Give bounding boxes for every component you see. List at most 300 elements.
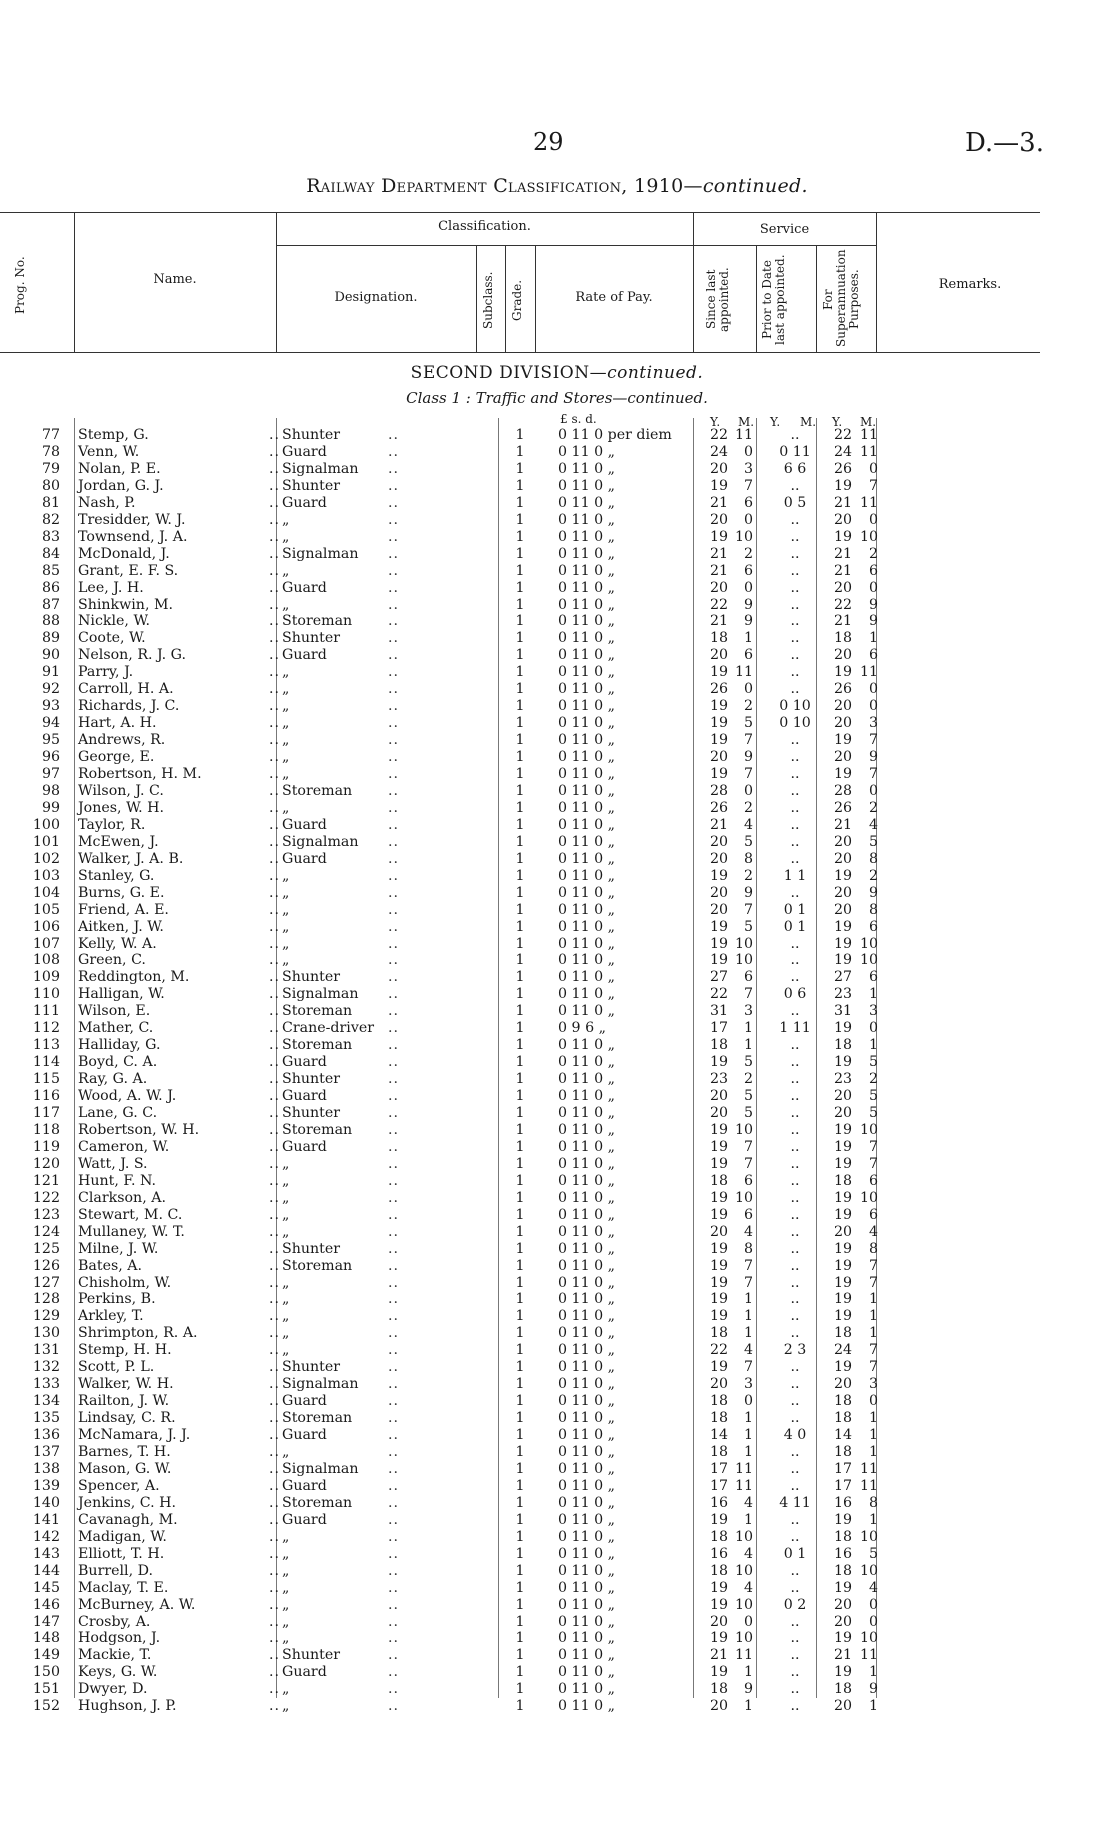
row-since-months: 9 [743, 884, 753, 901]
row-total-months: 11 [859, 443, 878, 460]
row-since-years: 26 [709, 799, 728, 816]
row-name: Robertson, W. H. [78, 1121, 200, 1138]
designation-leader-dots: .. [388, 1121, 400, 1138]
row-total-years: 21 [833, 562, 852, 579]
row-since-years: 17 [709, 1477, 728, 1494]
row-designation: Shunter [282, 477, 341, 494]
division-continued: continued. [607, 363, 704, 383]
row-grade: 1 [515, 613, 525, 630]
row-prior-service: .. [790, 952, 800, 969]
row-rate-of-pay: 0 11 0 „ [558, 1037, 615, 1054]
row-number: 107 [32, 935, 60, 952]
row-total-years: 17 [833, 1477, 852, 1494]
row-rate-of-pay: 0 11 0 „ [558, 918, 615, 935]
row-leader-dots: .. [268, 1138, 280, 1155]
row-since-months: 11 [734, 1647, 753, 1664]
row-leader-dots: .. [268, 1596, 280, 1613]
row-name: Lee, J. H. [78, 579, 144, 596]
table-row [0, 1698, 1114, 1715]
row-name: Cameron, W. [78, 1138, 170, 1155]
row-total-years: 20 [833, 1596, 852, 1613]
designation-leader-dots: .. [388, 935, 400, 952]
row-number: 85 [41, 562, 60, 579]
designation-leader-dots: .. [388, 1613, 400, 1630]
row-designation: „ [282, 884, 290, 901]
row-rate-of-pay: 0 11 0 „ [558, 1647, 615, 1664]
designation-leader-dots: .. [388, 1664, 400, 1681]
row-since-years: 22 [709, 427, 728, 443]
row-number: 79 [41, 460, 60, 477]
row-total-years: 19 [833, 1274, 852, 1291]
row-prior-service: .. [790, 1121, 800, 1138]
row-leader-dots: .. [268, 1037, 280, 1054]
table-row [0, 1410, 1114, 1427]
row-designation: Guard [282, 850, 327, 867]
row-grade: 1 [515, 782, 525, 799]
row-grade: 1 [515, 952, 525, 969]
row-since-years: 24 [709, 443, 728, 460]
table-row [0, 1325, 1114, 1342]
row-number: 115 [32, 1071, 60, 1088]
row-total-years: 26 [833, 460, 852, 477]
row-grade: 1 [515, 1240, 525, 1257]
row-rate-of-pay: 0 11 0 „ [558, 867, 615, 884]
row-designation: Guard [282, 579, 327, 596]
row-since-months: 1 [743, 1444, 753, 1460]
row-total-years: 19 [833, 477, 852, 494]
designation-leader-dots: .. [388, 427, 400, 443]
row-since-months: 4 [743, 1342, 753, 1359]
row-prior-service: 1 1 [783, 867, 807, 884]
row-total-months: 3 [868, 1003, 878, 1020]
table-row [0, 1495, 1114, 1512]
table-row [0, 444, 1114, 461]
table-row [0, 1139, 1114, 1156]
row-designation: Signalman [282, 545, 359, 562]
row-leader-dots: .. [268, 1579, 280, 1596]
row-designation: „ [282, 1596, 290, 1613]
row-total-months: 0 [868, 579, 878, 596]
designation-leader-dots: .. [388, 782, 400, 799]
row-leader-dots: .. [268, 1291, 280, 1308]
designation-leader-dots: .. [388, 1393, 400, 1410]
row-grade: 1 [515, 579, 525, 596]
designation-leader-dots: .. [388, 766, 400, 782]
row-since-months: 1 [743, 1020, 753, 1037]
row-total-months: 2 [868, 799, 878, 816]
row-name: Madigan, W. [78, 1528, 167, 1545]
row-rate-of-pay: 0 11 0 „ [558, 1274, 615, 1291]
row-prior-service: .. [790, 1257, 800, 1274]
row-prior-service: .. [790, 545, 800, 562]
row-designation: Crane-driver [282, 1020, 375, 1037]
row-grade: 1 [515, 1528, 525, 1545]
row-name: Walker, J. A. B. [78, 850, 184, 867]
row-number: 95 [41, 732, 60, 749]
unit-months: M. [800, 415, 817, 429]
row-designation: Guard [282, 1511, 327, 1528]
row-total-months: 10 [859, 1528, 878, 1545]
designation-leader-dots: .. [388, 1410, 400, 1427]
designation-leader-dots: .. [388, 562, 400, 579]
row-designation: „ [282, 1325, 290, 1342]
row-prior-service: .. [790, 1477, 800, 1494]
row-total-years: 19 [833, 1308, 852, 1325]
row-name: Nolan, P. E. [78, 460, 161, 477]
row-designation: „ [282, 1613, 290, 1630]
row-prior-service: .. [790, 1088, 800, 1105]
table-row [0, 1359, 1114, 1376]
row-leader-dots: .. [268, 1630, 280, 1647]
row-since-years: 19 [709, 1664, 728, 1681]
designation-leader-dots: .. [388, 1630, 400, 1647]
row-name: Stewart, M. C. [78, 1206, 183, 1223]
header-superannuation: For Superannuation Purposes. [821, 249, 861, 347]
row-total-years: 20 [833, 579, 852, 596]
row-name: Mason, G. W. [78, 1460, 172, 1477]
row-since-months: 6 [743, 494, 753, 511]
row-designation: Shunter [282, 1105, 341, 1121]
row-designation: „ [282, 528, 290, 545]
row-grade: 1 [515, 1511, 525, 1528]
table-row [0, 478, 1114, 495]
row-prior-service: .. [790, 1410, 800, 1427]
row-total-months: 0 [868, 511, 878, 528]
row-number: 89 [41, 630, 60, 647]
row-since-years: 19 [709, 1291, 728, 1308]
row-prior-service: .. [790, 664, 800, 681]
row-name: Hodgson, J. [78, 1630, 161, 1647]
row-since-years: 14 [709, 1427, 728, 1444]
row-leader-dots: .. [268, 1172, 280, 1189]
row-grade: 1 [515, 1003, 525, 1020]
table-row [0, 1037, 1114, 1054]
row-since-years: 19 [709, 1054, 728, 1071]
row-grade: 1 [515, 1291, 525, 1308]
row-total-months: 7 [868, 1274, 878, 1291]
row-number: 108 [32, 952, 60, 969]
table-row [0, 1461, 1114, 1478]
row-number: 128 [32, 1291, 60, 1308]
row-name: Clarkson, A. [78, 1189, 166, 1206]
row-total-months: 8 [868, 901, 878, 918]
row-rate-of-pay: 0 11 0 „ [558, 460, 615, 477]
row-total-years: 22 [833, 596, 852, 613]
row-grade: 1 [515, 664, 525, 681]
row-total-years: 19 [833, 1189, 852, 1206]
row-designation: Storeman [282, 1494, 353, 1511]
row-leader-dots: .. [268, 1681, 280, 1698]
designation-leader-dots: .. [388, 1003, 400, 1020]
row-leader-dots: .. [268, 969, 280, 986]
row-since-months: 1 [743, 1427, 753, 1444]
row-since-months: 4 [743, 1579, 753, 1596]
page-title [0, 175, 1114, 197]
row-since-years: 20 [709, 579, 728, 596]
row-total-years: 18 [833, 1681, 852, 1698]
row-name: Nash, P. [78, 494, 136, 511]
row-rate-of-pay: 0 11 0 „ [558, 1223, 615, 1240]
row-rate-of-pay: 0 11 0 „ [558, 1393, 615, 1410]
row-total-months: 4 [868, 1579, 878, 1596]
row-number: 131 [32, 1342, 60, 1359]
table-row [0, 1241, 1114, 1258]
row-leader-dots: .. [268, 749, 280, 766]
row-total-years: 26 [833, 681, 852, 698]
row-leader-dots: .. [268, 986, 280, 1003]
designation-leader-dots: .. [388, 1681, 400, 1698]
table-row [0, 969, 1114, 986]
row-rate-of-pay: 0 11 0 „ [558, 647, 615, 664]
header-grade: Grade. [510, 279, 524, 321]
row-number: 145 [32, 1579, 60, 1596]
row-since-months: 10 [734, 1596, 753, 1613]
row-total-months: 10 [859, 1630, 878, 1647]
row-since-months: 4 [743, 1223, 753, 1240]
row-leader-dots: .. [268, 1088, 280, 1105]
row-number: 86 [41, 579, 60, 596]
row-since-years: 19 [709, 867, 728, 884]
row-since-months: 9 [743, 613, 753, 630]
row-designation: Guard [282, 1088, 327, 1105]
row-grade: 1 [515, 562, 525, 579]
row-since-years: 18 [709, 1444, 728, 1460]
row-since-months: 6 [743, 969, 753, 986]
row-total-months: 7 [868, 766, 878, 782]
row-number: 97 [41, 766, 60, 782]
row-since-years: 19 [709, 1308, 728, 1325]
row-total-months: 2 [868, 545, 878, 562]
designation-leader-dots: .. [388, 901, 400, 918]
row-total-years: 19 [833, 664, 852, 681]
row-leader-dots: .. [268, 1223, 280, 1240]
row-number: 129 [32, 1308, 60, 1325]
row-rate-of-pay: 0 11 0 „ [558, 782, 615, 799]
row-leader-dots: .. [268, 1121, 280, 1138]
row-leader-dots: .. [268, 766, 280, 782]
row-since-months: 7 [743, 901, 753, 918]
header-service: Service [759, 222, 810, 237]
row-name: Spencer, A. [78, 1477, 160, 1494]
table-row [0, 800, 1114, 817]
row-since-years: 19 [709, 732, 728, 749]
row-since-months: 10 [734, 952, 753, 969]
row-since-years: 20 [709, 647, 728, 664]
row-grade: 1 [515, 918, 525, 935]
header-prior-to-date: Prior to Date last appointed. [760, 254, 787, 345]
row-number: 148 [32, 1630, 60, 1647]
row-prior-service: .. [790, 1206, 800, 1223]
row-total-years: 20 [833, 884, 852, 901]
row-total-months: 1 [868, 1444, 878, 1460]
designation-leader-dots: .. [388, 596, 400, 613]
row-since-months: 7 [743, 986, 753, 1003]
row-rate-of-pay: 0 11 0 „ [558, 1206, 615, 1223]
row-total-years: 20 [833, 833, 852, 850]
row-prior-service: .. [790, 766, 800, 782]
table-row [0, 546, 1114, 563]
row-designation: „ [282, 1206, 290, 1223]
row-grade: 1 [515, 1630, 525, 1647]
designation-leader-dots: .. [388, 969, 400, 986]
table-row [0, 766, 1114, 783]
row-designation: „ [282, 1155, 290, 1172]
row-total-years: 20 [833, 1376, 852, 1393]
row-designation: Signalman [282, 986, 359, 1003]
row-grade: 1 [515, 732, 525, 749]
row-number: 90 [41, 647, 60, 664]
row-designation: „ [282, 1562, 290, 1579]
row-since-months: 3 [743, 1376, 753, 1393]
row-rate-of-pay: 0 11 0 „ [558, 596, 615, 613]
table-row [0, 986, 1114, 1003]
designation-leader-dots: .. [388, 1511, 400, 1528]
table-row [0, 817, 1114, 834]
row-since-months: 4 [743, 816, 753, 833]
row-leader-dots: .. [268, 799, 280, 816]
row-since-months: 0 [743, 681, 753, 698]
row-since-months: 7 [743, 477, 753, 494]
row-designation: „ [282, 562, 290, 579]
row-rate-of-pay: 0 11 0 „ [558, 715, 615, 732]
row-prior-service: .. [790, 935, 800, 952]
row-since-months: 7 [743, 1257, 753, 1274]
row-designation: „ [282, 1172, 290, 1189]
row-prior-service: .. [790, 1630, 800, 1647]
table-row [0, 461, 1114, 478]
row-name: Crosby, A. [78, 1613, 151, 1630]
row-total-months: 6 [868, 647, 878, 664]
row-name: Hunt, F. N. [78, 1172, 157, 1189]
row-prior-service: 0 6 [783, 986, 807, 1003]
row-total-months: 1 [868, 1427, 878, 1444]
row-leader-dots: .. [268, 1105, 280, 1121]
row-total-months: 8 [868, 1240, 878, 1257]
row-rate-of-pay: 0 11 0 „ [558, 850, 615, 867]
row-leader-dots: .. [268, 1376, 280, 1393]
row-designation: Guard [282, 494, 327, 511]
row-total-months: 5 [868, 1545, 878, 1562]
row-total-years: 19 [833, 766, 852, 782]
table-row [0, 936, 1114, 953]
row-designation: „ [282, 952, 290, 969]
row-name: Hughson, J. P. [78, 1698, 177, 1715]
row-since-months: 2 [743, 545, 753, 562]
row-total-months: 0 [868, 1613, 878, 1630]
row-name: McBurney, A. W. [78, 1596, 196, 1613]
row-total-years: 21 [833, 1647, 852, 1664]
row-total-years: 28 [833, 782, 852, 799]
row-grade: 1 [515, 1138, 525, 1155]
row-number: 103 [32, 867, 60, 884]
row-prior-service: .. [790, 1444, 800, 1460]
row-number: 106 [32, 918, 60, 935]
table-row [0, 1664, 1114, 1681]
row-total-years: 17 [833, 1460, 852, 1477]
row-name: Burns, G. E. [78, 884, 165, 901]
row-since-months: 0 [743, 1393, 753, 1410]
pay-units: £ s. d. [560, 412, 597, 426]
designation-leader-dots: .. [388, 816, 400, 833]
row-prior-service: 0 11 [779, 443, 811, 460]
row-name: Railton, J. W. [78, 1393, 170, 1410]
row-leader-dots: .. [268, 1020, 280, 1037]
table-row [0, 851, 1114, 868]
row-grade: 1 [515, 749, 525, 766]
row-grade: 1 [515, 1698, 525, 1715]
row-total-years: 19 [833, 1291, 852, 1308]
table-row [0, 698, 1114, 715]
row-since-months: 2 [743, 1071, 753, 1088]
designation-leader-dots: .. [388, 1257, 400, 1274]
row-since-months: 5 [743, 833, 753, 850]
row-prior-service: .. [790, 1155, 800, 1172]
row-grade: 1 [515, 1223, 525, 1240]
row-rate-of-pay: 0 11 0 „ [558, 698, 615, 715]
row-total-months: 11 [859, 427, 878, 443]
row-grade: 1 [515, 1088, 525, 1105]
table-row [0, 1291, 1114, 1308]
row-rate-of-pay: 0 11 0 „ [558, 528, 615, 545]
row-total-years: 21 [833, 613, 852, 630]
row-name: Jenkins, C. H. [78, 1494, 177, 1511]
table-row [0, 664, 1114, 681]
row-name: Aitken, J. W. [78, 918, 164, 935]
row-total-months: 0 [868, 681, 878, 698]
row-total-months: 0 [868, 460, 878, 477]
column-divider [816, 245, 817, 352]
row-since-years: 17 [709, 1460, 728, 1477]
row-rate-of-pay: 0 11 0 „ [558, 1410, 615, 1427]
row-rate-of-pay: 0 11 0 „ [558, 681, 615, 698]
row-prior-service: .. [790, 1359, 800, 1376]
row-total-years: 19 [833, 1020, 852, 1037]
table-row [0, 580, 1114, 597]
row-leader-dots: .. [268, 884, 280, 901]
designation-leader-dots: .. [388, 1155, 400, 1172]
table-row [0, 1258, 1114, 1275]
row-total-months: 1 [868, 1325, 878, 1342]
table-row [0, 1308, 1114, 1325]
row-leader-dots: .. [268, 596, 280, 613]
designation-leader-dots: .. [388, 715, 400, 732]
table-row [0, 529, 1114, 546]
designation-leader-dots: .. [388, 579, 400, 596]
row-since-years: 18 [709, 1681, 728, 1698]
row-grade: 1 [515, 867, 525, 884]
designation-leader-dots: .. [388, 986, 400, 1003]
row-number: 149 [32, 1647, 60, 1664]
row-rate-of-pay: 0 9 6 „ [558, 1020, 606, 1037]
row-total-months: 11 [859, 664, 878, 681]
row-total-years: 19 [833, 528, 852, 545]
row-total-years: 19 [833, 918, 852, 935]
row-name: Elliott, T. H. [78, 1545, 165, 1562]
row-prior-service: .. [790, 1240, 800, 1257]
row-leader-dots: .. [268, 1444, 280, 1460]
row-total-years: 20 [833, 698, 852, 715]
table-row [0, 1156, 1114, 1173]
row-prior-service: .. [790, 1698, 800, 1715]
header-remarks: Remarks. [938, 277, 1002, 292]
row-total-years: 20 [833, 1223, 852, 1240]
row-leader-dots: .. [268, 1477, 280, 1494]
row-name: Wilson, E. [78, 1003, 151, 1020]
designation-leader-dots: .. [388, 664, 400, 681]
table-row [0, 1173, 1114, 1190]
row-rate-of-pay: 0 11 0 „ [558, 630, 615, 647]
designation-leader-dots: .. [388, 460, 400, 477]
